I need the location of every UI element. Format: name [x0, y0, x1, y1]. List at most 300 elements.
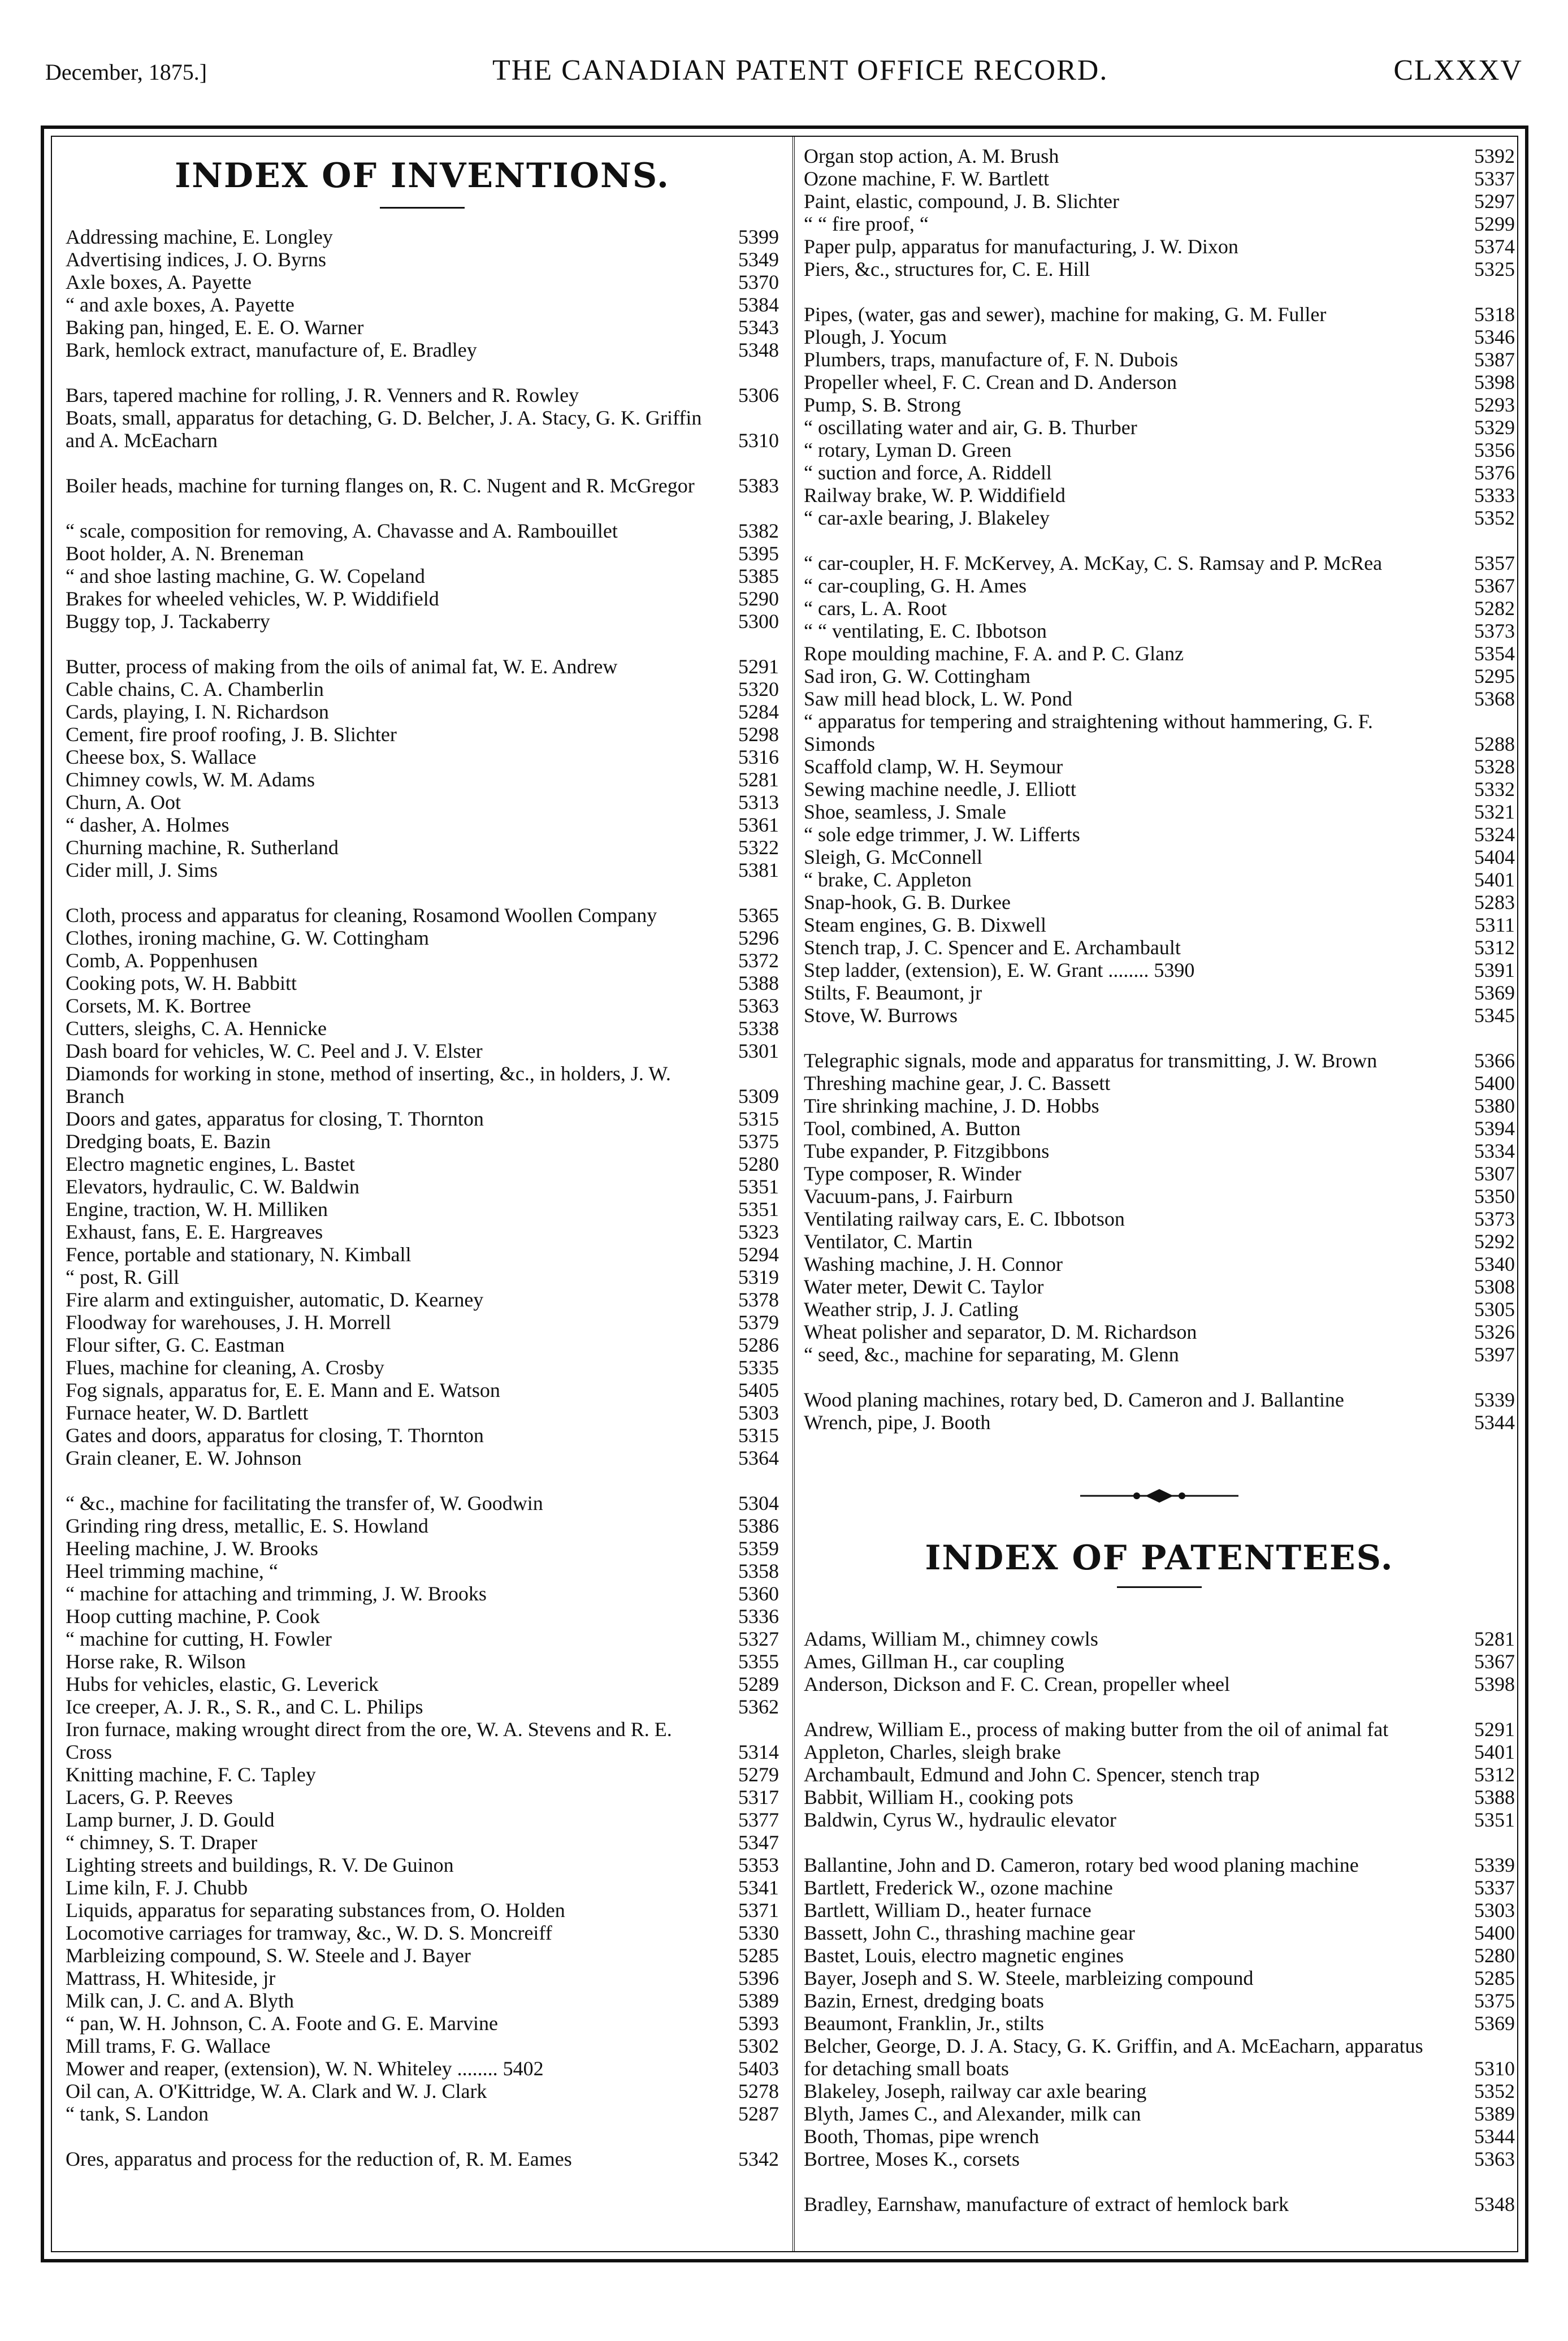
index-entry	[66, 565, 779, 587]
index-entry	[66, 927, 779, 949]
patent-number: 5314	[738, 1741, 779, 1763]
entry-text: Fence, portable and stationary, N. Kimball	[66, 1243, 412, 1266]
patent-number: 5335	[738, 1356, 779, 1379]
patent-number: 5387	[1474, 348, 1515, 371]
index-entry	[66, 1605, 779, 1628]
index-entry	[804, 235, 1515, 258]
patent-number: 5292	[1474, 1230, 1515, 1253]
entry-text: Oil can, A. O'Kittridge, W. A. Clark and W. J. Clark	[66, 2080, 487, 2102]
index-entry	[804, 1876, 1515, 1899]
index-entry	[66, 226, 779, 248]
patent-number: 5381	[738, 859, 779, 881]
patent-number: 5400	[1474, 1072, 1515, 1094]
index-entry	[804, 1321, 1515, 1343]
entry-text: Advertising indices, J. O. Byrns	[66, 248, 326, 271]
entry-text: Appleton, Charles, sleigh brake	[804, 1741, 1061, 1763]
patent-number: 5398	[1474, 1673, 1515, 1695]
patent-number: 5305	[1474, 1298, 1515, 1321]
entry-text: Steam engines, G. B. Dixwell	[804, 914, 1046, 936]
entry-text: Mower and reaper, (extension), W. N. Whiteley ........ 5402	[66, 2057, 544, 2080]
index-entry	[66, 452, 779, 497]
index-entry	[804, 2170, 1515, 2215]
heading-rule	[380, 207, 465, 209]
index-entry	[66, 1153, 779, 1175]
entry-text: “ car-axle bearing, J. Blakeley	[804, 507, 1050, 529]
patent-number: 5392	[1474, 145, 1515, 167]
patent-number: 5325	[1474, 258, 1515, 280]
index-entry	[66, 1650, 779, 1673]
index-entry	[804, 2080, 1515, 2102]
index-entry	[804, 1072, 1515, 1094]
entry-text: Liquids, apparatus for separating substances from, O. Holden	[66, 1899, 565, 1922]
index-entry	[66, 1899, 779, 1922]
patent-number: 5310	[1474, 2057, 1515, 2080]
index-entry	[804, 1094, 1515, 1117]
patent-number: 5386	[738, 1514, 779, 1537]
patent-number: 5311	[1475, 914, 1515, 936]
index-entry	[804, 1185, 1515, 1208]
patent-number: 5353	[738, 1854, 779, 1876]
index-entry	[804, 145, 1515, 167]
index-entry	[804, 258, 1515, 280]
patent-number: 5397	[1474, 1343, 1515, 1366]
patent-number: 5336	[738, 1605, 779, 1628]
patent-number: 5291	[1474, 1718, 1515, 1741]
index-entry	[66, 1718, 779, 1763]
index-entry	[66, 1175, 779, 1198]
index-entry	[804, 2102, 1515, 2125]
index-entry	[804, 574, 1515, 597]
entry-text: Blyth, James C., and Alexander, milk can	[804, 2102, 1141, 2125]
entry-text: Stench trap, J. C. Spencer and E. Archambault	[804, 936, 1181, 959]
entry-text: “ rotary, Lyman D. Green	[804, 439, 1012, 461]
entry-text: Fire alarm and extinguisher, automatic, D. Kearney	[66, 1288, 484, 1311]
entry-text: Blakeley, Joseph, railway car axle bearing	[804, 2080, 1147, 2102]
entry-text: “ suction and force, A. Riddell	[804, 461, 1052, 484]
index-entry	[804, 846, 1515, 868]
patent-number: 5363	[1474, 2148, 1515, 2170]
right-column	[804, 145, 1515, 2245]
entry-text: Vacuum-pans, J. Fairburn	[804, 1185, 1013, 1208]
entry-text: Brakes for wheeled vehicles, W. P. Widdifield	[66, 587, 439, 610]
patent-number: 5346	[1474, 326, 1515, 348]
index-entry	[804, 2148, 1515, 2170]
entry-text: Organ stop action, A. M. Brush	[804, 145, 1059, 167]
patent-number: 5375	[1474, 1989, 1515, 2012]
patent-number: 5281	[738, 768, 779, 791]
patent-number: 5371	[738, 1899, 779, 1922]
entry-text: “ cars, L. A. Root	[804, 597, 947, 620]
patent-number: 5361	[738, 813, 779, 836]
patent-number: 5339	[1474, 1388, 1515, 1411]
entry-text: Type composer, R. Winder	[804, 1162, 1021, 1185]
patent-number: 5347	[738, 1831, 779, 1854]
patent-number: 5380	[1474, 1094, 1515, 1117]
patent-number: 5348	[1474, 2193, 1515, 2215]
index-entry	[804, 620, 1515, 642]
index-entry	[804, 868, 1515, 891]
patent-number: 5334	[1474, 1140, 1515, 1162]
patent-number: 5319	[738, 1266, 779, 1288]
entry-text: Piers, &c., structures for, C. E. Hill	[804, 258, 1090, 280]
patent-number: 5367	[1474, 1650, 1515, 1673]
index-entry	[804, 1763, 1515, 1786]
index-entry	[66, 1243, 779, 1266]
entry-text: “ car-coupler, H. F. McKervey, A. McKay, C. S. Ramsay and P. McRea	[804, 552, 1383, 574]
entry-text: Adams, William M., chimney cowls	[804, 1628, 1098, 1650]
patent-number: 5340	[1474, 1253, 1515, 1275]
entry-text: Babbit, William H., cooking pots	[804, 1786, 1073, 1808]
entry-text: Cement, fire proof roofing, J. B. Slichter	[66, 723, 397, 746]
entry-text: Saw mill head block, L. W. Pond	[804, 687, 1072, 710]
entry-text: Dash board for vehicles, W. C. Peel and J. V. Elster	[66, 1040, 483, 1062]
index-entry	[66, 1062, 779, 1107]
index-entry	[66, 1424, 779, 1447]
patent-number: 5329	[1474, 416, 1515, 439]
index-entry	[66, 1989, 779, 2012]
patent-number: 5354	[1474, 642, 1515, 665]
entry-text: “ brake, C. Appleton	[804, 868, 972, 891]
index-entry	[66, 293, 779, 316]
index-entry	[804, 755, 1515, 778]
index-entry	[66, 746, 779, 768]
index-entry	[66, 1763, 779, 1786]
patent-number: 5388	[738, 972, 779, 994]
patent-number: 5358	[738, 1560, 779, 1582]
entry-text: Sewing machine needle, J. Elliott	[804, 778, 1076, 800]
patent-number: 5333	[1474, 484, 1515, 507]
index-entry	[66, 1130, 779, 1153]
index-entry	[804, 665, 1515, 687]
patent-number: 5284	[738, 700, 779, 723]
patent-number: 5316	[738, 746, 779, 768]
entry-text: Hoop cutting machine, P. Cook	[66, 1605, 320, 1628]
patent-number: 5338	[738, 1017, 779, 1040]
index-entry	[804, 914, 1515, 936]
entry-text: “ and axle boxes, A. Payette	[66, 293, 294, 316]
entry-text: Lime kiln, F. J. Chubb	[66, 1876, 248, 1899]
patent-number: 5404	[1474, 846, 1515, 868]
patent-number: 5300	[738, 610, 779, 633]
index-entry	[66, 1673, 779, 1695]
index-entry	[804, 1208, 1515, 1230]
patent-number: 5375	[738, 1130, 779, 1153]
entry-text: Scaffold clamp, W. H. Seymour	[804, 755, 1063, 778]
entry-text: Cable chains, C. A. Chamberlin	[66, 678, 324, 700]
patent-number: 5290	[738, 587, 779, 610]
entry-text: Doors and gates, apparatus for closing, T. Thornton	[66, 1107, 484, 1130]
index-entry	[804, 1004, 1515, 1027]
entry-text: Ventilating railway cars, E. C. Ibbotson	[804, 1208, 1125, 1230]
entry-text: Andrew, William E., process of making butter from the oil of animal fat	[804, 1718, 1389, 1741]
patent-number: 5365	[738, 904, 779, 927]
index-entry	[66, 700, 779, 723]
entry-text: “ post, R. Gill	[66, 1266, 180, 1288]
patent-number: 5401	[1474, 1741, 1515, 1763]
patent-number: 5356	[1474, 439, 1515, 461]
index-entry	[804, 1298, 1515, 1321]
patent-number: 5282	[1474, 597, 1515, 620]
index-entry	[66, 1560, 779, 1582]
index-entry	[66, 1334, 779, 1356]
index-entry	[804, 1786, 1515, 1808]
patent-number: 5350	[1474, 1185, 1515, 1208]
index-entry	[804, 507, 1515, 529]
index-entry	[66, 2125, 779, 2170]
entry-text: “ car-coupling, G. H. Ames	[804, 574, 1027, 597]
index-entry	[804, 1162, 1515, 1185]
index-entry	[804, 280, 1515, 326]
entry-text: Ames, Gillman H., car coupling	[804, 1650, 1064, 1673]
entry-text: Tool, combined, A. Button	[804, 1117, 1021, 1140]
entry-text: Furnace heater, W. D. Bartlett	[66, 1401, 309, 1424]
index-entry	[66, 2035, 779, 2057]
index-entry	[66, 1944, 779, 1967]
entry-text: Sleigh, G. McConnell	[804, 846, 982, 868]
index-entry	[66, 1967, 779, 1989]
patent-number: 5295	[1474, 665, 1515, 687]
patent-number: 5391	[1474, 959, 1515, 981]
patent-number: 5291	[738, 655, 779, 678]
entry-text: Diamonds for working in stone, method of inserting, &c., in holders, J. W. Branch	[66, 1062, 671, 1107]
index-entry	[804, 1366, 1515, 1411]
patent-number: 5359	[738, 1537, 779, 1560]
entry-text: Bartlett, Frederick W., ozone machine	[804, 1876, 1113, 1899]
entry-text: Bassett, John C., thrashing machine gear	[804, 1922, 1135, 1944]
entry-text: Weather strip, J. J. Catling	[804, 1298, 1019, 1321]
patent-number: 5401	[1474, 868, 1515, 891]
inventions-list-left	[66, 226, 779, 2170]
patent-number: 5323	[738, 1221, 779, 1243]
entry-text: Belcher, George, D. J. A. Stacy, G. K. Griffin, and A. McEacharn, apparatus for detaching small boats	[804, 2035, 1423, 2080]
index-entry	[804, 687, 1515, 710]
patent-number: 5337	[1474, 1876, 1515, 1899]
entry-text: “ oscillating water and air, G. B. Thurber	[804, 416, 1137, 439]
index-entry	[66, 1266, 779, 1288]
patent-number: 5310	[738, 429, 779, 452]
index-entry	[66, 1040, 779, 1062]
patent-number: 5294	[738, 1243, 779, 1266]
patent-number: 5349	[738, 248, 779, 271]
entry-text: Shoe, seamless, J. Smale	[804, 800, 1006, 823]
entry-text: “ machine for attaching and trimming, J. W. Brooks	[66, 1582, 487, 1605]
entry-text: “ scale, composition for removing, A. Chavasse and A. Rambouillet	[66, 520, 618, 542]
entry-text: Hubs for vehicles, elastic, G. Leverick	[66, 1673, 379, 1695]
index-entry	[804, 1117, 1515, 1140]
patent-number: 5337	[1474, 167, 1515, 190]
running-head	[45, 54, 1523, 105]
index-entry	[804, 1275, 1515, 1298]
entry-text: Baldwin, Cyrus W., hydraulic elevator	[804, 1808, 1116, 1831]
patent-number: 5377	[738, 1808, 779, 1831]
index-entry	[804, 393, 1515, 416]
patent-number: 5373	[1474, 620, 1515, 642]
entry-text: Archambault, Edmund and John C. Spencer, stench trap	[804, 1763, 1260, 1786]
entry-text: Tire shrinking machine, J. D. Hobbs	[804, 1094, 1099, 1117]
patent-number: 5288	[1474, 733, 1515, 755]
patent-number: 5396	[738, 1967, 779, 1989]
index-entry	[66, 542, 779, 565]
patent-number: 5373	[1474, 1208, 1515, 1230]
patent-number: 5369	[1474, 2012, 1515, 2035]
patent-number: 5320	[738, 678, 779, 700]
entry-text: Lighting streets and buildings, R. V. De Guinon	[66, 1854, 454, 1876]
index-entry	[66, 1922, 779, 1944]
patent-number: 5318	[1474, 303, 1515, 326]
patent-number: 5370	[738, 271, 779, 293]
inner-frame	[51, 136, 1518, 2252]
patent-number: 5313	[738, 791, 779, 813]
entry-text: Bradley, Earnshaw, manufacture of extract of hemlock bark	[804, 2193, 1289, 2215]
entry-text: “ seed, &c., machine for separating, M. Glenn	[804, 1343, 1179, 1366]
patent-number: 5328	[1474, 755, 1515, 778]
entry-text: Milk can, J. C. and A. Blyth	[66, 1989, 294, 2012]
entry-text: Telegraphic signals, mode and apparatus for transmitting, J. W. Brown	[804, 1049, 1378, 1072]
patent-number: 5301	[738, 1040, 779, 1062]
patent-number: 5324	[1474, 823, 1515, 846]
index-entry	[804, 1695, 1515, 1741]
index-entry	[804, 597, 1515, 620]
patent-number: 5403	[738, 2057, 779, 2080]
index-entry	[66, 271, 779, 293]
entry-text: Cooking pots, W. H. Babbitt	[66, 972, 297, 994]
patent-number: 5280	[738, 1153, 779, 1175]
entry-text: Knitting machine, F. C. Tapley	[66, 1763, 316, 1786]
index-entry	[66, 1808, 779, 1831]
entry-text: Exhaust, fans, E. E. Hargreaves	[66, 1221, 323, 1243]
entry-text: Floodway for warehouses, J. H. Morrell	[66, 1311, 391, 1334]
entry-text: Pump, S. B. Strong	[804, 393, 961, 416]
index-entry	[66, 859, 779, 881]
index-entry	[66, 1221, 779, 1243]
patent-number: 5293	[1474, 393, 1515, 416]
index-entry	[804, 1741, 1515, 1763]
entry-text: Churn, A. Oot	[66, 791, 181, 813]
patent-number: 5343	[738, 316, 779, 339]
entry-text: “ dasher, A. Holmes	[66, 813, 229, 836]
entry-text: Stilts, F. Beaumont, jr	[804, 981, 982, 1004]
entry-text: Buggy top, J. Tackaberry	[66, 610, 270, 633]
index-entry	[804, 1411, 1515, 1434]
patent-number: 5315	[738, 1424, 779, 1447]
index-entry	[804, 1944, 1515, 1967]
index-entry	[66, 813, 779, 836]
entry-text: Ice creeper, A. J. R., S. R., and C. L. Philips	[66, 1695, 423, 1718]
patent-number: 5283	[1474, 891, 1515, 914]
entry-text: Locomotive carriages for tramway, &c., W. D. S. Moncreiff	[66, 1922, 552, 1944]
entry-text: Plough, J. Yocum	[804, 326, 947, 348]
patent-number: 5312	[1474, 1763, 1515, 1786]
index-entry	[804, 1253, 1515, 1275]
patent-number: 5299	[1474, 213, 1515, 235]
patent-number: 5297	[1474, 190, 1515, 213]
index-entry	[804, 936, 1515, 959]
entry-text: Heel trimming machine, “	[66, 1560, 278, 1582]
index-entry	[66, 1356, 779, 1379]
patent-number: 5351	[1474, 1808, 1515, 1831]
left-column	[66, 145, 779, 2245]
entry-text: Boats, small, apparatus for detaching, G. D. Belcher, J. A. Stacy, G. K. Griffin and A. McEacharn	[66, 406, 702, 452]
patent-number: 5344	[1474, 1411, 1515, 1434]
entry-text: Mill trams, F. G. Wallace	[66, 2035, 271, 2057]
patent-number: 5398	[1474, 371, 1515, 393]
index-entry	[804, 167, 1515, 190]
index-entry	[66, 1379, 779, 1401]
entry-text: Cards, playing, I. N. Richardson	[66, 700, 329, 723]
entry-text: Booth, Thomas, pipe wrench	[804, 2125, 1039, 2148]
index-entry	[66, 406, 779, 452]
entry-text: “ machine for cutting, H. Fowler	[66, 1628, 332, 1650]
entry-text: Dredging boats, E. Bazin	[66, 1130, 271, 1153]
entry-text: “ “ fire proof, “	[804, 213, 929, 235]
index-entry	[804, 1140, 1515, 1162]
index-entry	[804, 823, 1515, 846]
entry-text: Electro magnetic engines, L. Bastet	[66, 1153, 355, 1175]
entry-text: “ “ ventilating, E. C. Ibbotson	[804, 620, 1047, 642]
entry-text: Bastet, Louis, electro magnetic engines	[804, 1944, 1124, 1967]
patent-number: 5303	[1474, 1899, 1515, 1922]
patent-number: 5281	[1474, 1628, 1515, 1650]
index-entry	[66, 972, 779, 994]
patent-number: 5303	[738, 1401, 779, 1424]
index-entry	[66, 361, 779, 406]
entry-text: Iron furnace, making wrought direct from the ore, W. A. Stevens and R. E. Cross	[66, 1718, 672, 1763]
index-entry	[66, 1876, 779, 1899]
inventions-list-right	[804, 145, 1515, 1434]
patent-number: 5326	[1474, 1321, 1515, 1343]
index-entry	[804, 1673, 1515, 1695]
index-entry	[804, 1628, 1515, 1650]
entry-text: Boot holder, A. N. Breneman	[66, 542, 304, 565]
patent-number: 5366	[1474, 1049, 1515, 1072]
index-entry	[804, 2125, 1515, 2148]
page-number: CLXXXV	[1393, 54, 1523, 86]
entry-text: Pipes, (water, gas and sewer), machine for making, G. M. Fuller	[804, 303, 1327, 326]
patent-number: 5339	[1474, 1854, 1515, 1876]
patent-number: 5355	[738, 1650, 779, 1673]
index-entry	[804, 190, 1515, 213]
patentees-list	[804, 1628, 1515, 2215]
entry-text: Snap-hook, G. B. Durkee	[804, 891, 1011, 914]
patent-number: 5278	[738, 2080, 779, 2102]
entry-text: Grain cleaner, E. W. Johnson	[66, 1447, 302, 1469]
patent-number: 5378	[738, 1288, 779, 1311]
index-entry	[66, 316, 779, 339]
patent-number: 5389	[1474, 2102, 1515, 2125]
patent-number: 5352	[1474, 2080, 1515, 2102]
entry-text: Ballantine, John and D. Cameron, rotary bed wood planing machine	[804, 1854, 1359, 1876]
index-entry	[66, 1786, 779, 1808]
index-entry	[804, 439, 1515, 461]
patent-number: 5367	[1474, 574, 1515, 597]
index-entry	[66, 1514, 779, 1537]
entry-text: Paper pulp, apparatus for manufacturing, J. W. Dixon	[804, 235, 1238, 258]
patent-number: 5405	[738, 1379, 779, 1401]
entry-text: Paint, elastic, compound, J. B. Slichter	[804, 190, 1119, 213]
index-entry	[804, 800, 1515, 823]
entry-text: Gates and doors, apparatus for closing, T. Thornton	[66, 1424, 484, 1447]
entry-text: Axle boxes, A. Payette	[66, 271, 252, 293]
patent-number: 5315	[738, 1107, 779, 1130]
entry-text: Mattrass, H. Whiteside, jr	[66, 1967, 276, 1989]
index-entry	[66, 1582, 779, 1605]
patent-number: 5321	[1474, 800, 1515, 823]
entry-text: Propeller wheel, F. C. Crean and D. Anderson	[804, 371, 1177, 393]
index-entry	[66, 949, 779, 972]
patent-number: 5382	[738, 520, 779, 542]
index-entry	[804, 1343, 1515, 1366]
entry-text: Sad iron, G. W. Cottingham	[804, 665, 1031, 687]
